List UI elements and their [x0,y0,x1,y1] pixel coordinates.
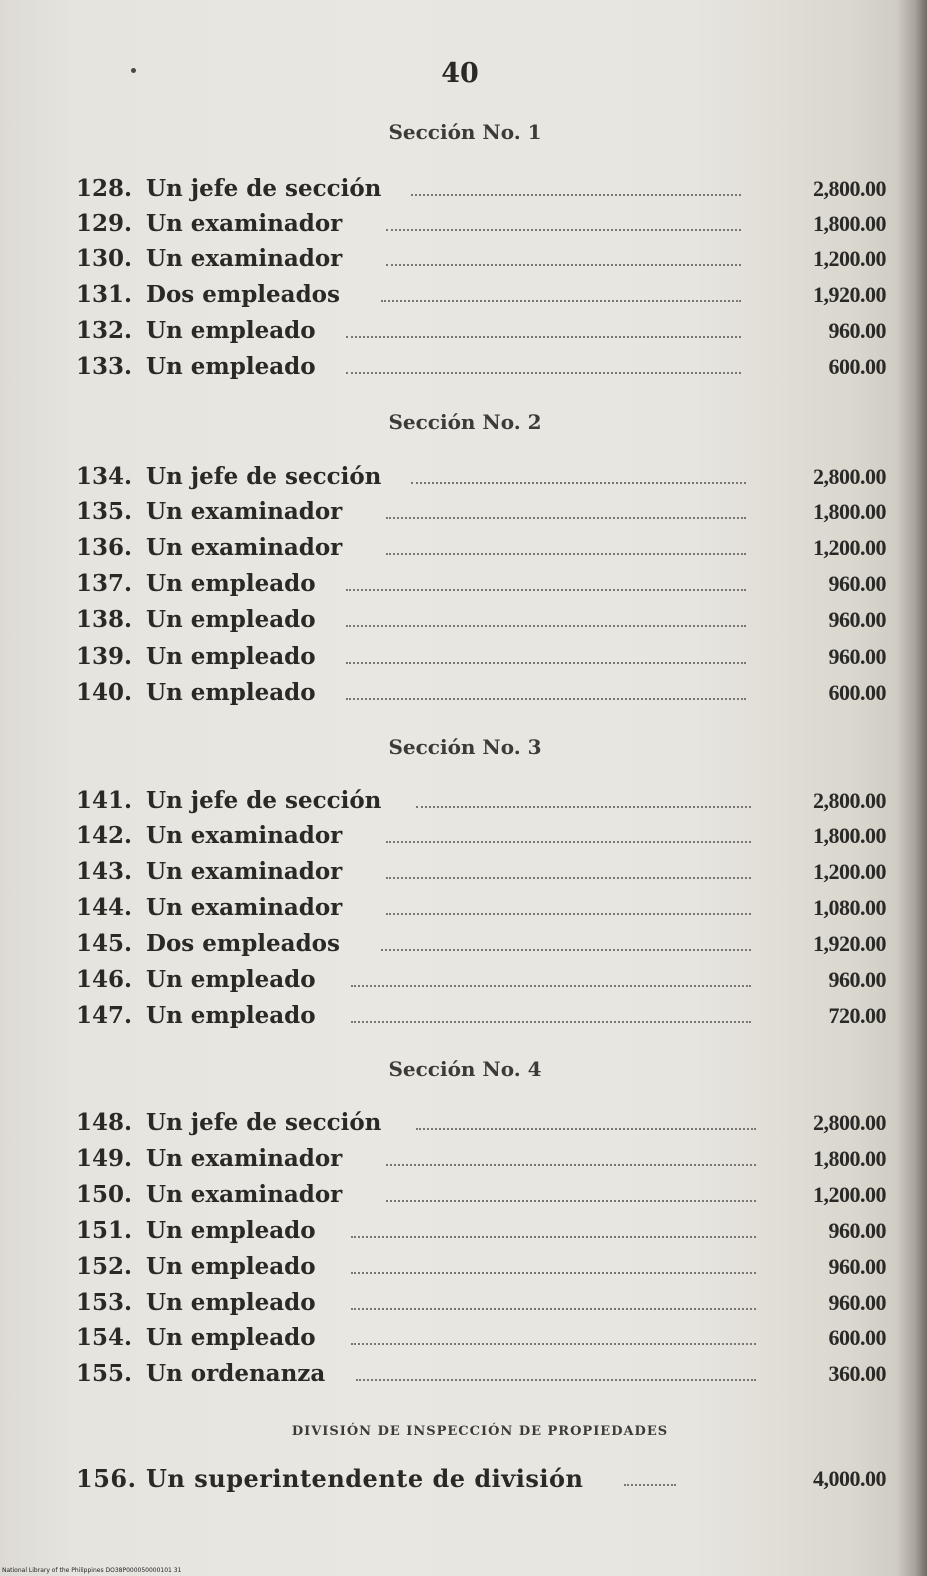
item-amount: 1,200.00 [813,246,886,271]
item-amount: 1,200.00 [813,535,886,560]
item-description: Un examinador [146,245,343,272]
list-item [76,278,886,312]
item-amount: 1,200.00 [813,1182,886,1207]
item-number: 137. [76,570,133,597]
item-description: Un empleado [146,1324,316,1351]
item-amount: 960.00 [828,644,886,669]
division-title: DIVISIÓN DE INSPECCIÓN DE PROPIEDADES [291,1424,669,1439]
dot-leader [356,1379,756,1381]
item-amount: 1,800.00 [813,211,886,236]
dot-leader [346,589,746,591]
item-amount: 960.00 [828,1218,886,1243]
item-amount: 360.00 [828,1361,886,1386]
item-amount: 960.00 [828,967,886,992]
item-description: Dos empleados [146,281,340,308]
item-description: Un empleado [146,317,316,344]
dot-leader [351,985,751,987]
item-description: Un empleado [146,1002,316,1029]
list-item [76,1142,886,1176]
item-amount: 960.00 [828,1254,886,1279]
item-number: 142. [76,822,133,849]
list-item [76,314,886,348]
item-description: Un jefe de sección [146,175,382,202]
item-description: Un empleado [146,1289,316,1316]
item-number: 139. [76,643,133,670]
item-amount: 1,800.00 [813,499,886,524]
item-amount: 960.00 [828,1290,886,1315]
list-item [76,640,886,674]
item-amount: 1,920.00 [813,931,886,956]
dot-leader [386,553,746,555]
item-amount: 960.00 [828,318,886,343]
item-description: Un examinador [146,1145,343,1172]
item-number: 153. [76,1289,133,1316]
item-number: 136. [76,534,133,561]
list-item [76,891,886,925]
list-item [76,1286,886,1320]
item-number: 145. [76,930,133,957]
item-amount: 1,800.00 [813,1146,886,1171]
dot-leader [386,1164,756,1166]
item-description: Un examinador [146,210,343,237]
item-number: 128. [76,175,133,202]
item-number: 156. [76,1464,137,1493]
dot-leader [381,300,741,302]
dot-leader [416,1128,756,1130]
list-item [76,350,886,384]
dot-leader [386,841,751,843]
item-number: 131. [76,281,133,308]
item-amount: 1,200.00 [813,859,886,884]
item-number: 141. [76,787,133,814]
item-description: Un examinador [146,894,343,921]
dot-leader [346,625,746,627]
item-description: Un ordenanza [146,1360,326,1387]
list-item [76,1321,886,1355]
list-item [76,495,886,529]
list-item [76,1106,886,1140]
list-item [76,1462,886,1496]
dot-leader [624,1484,676,1486]
item-description: Un examinador [146,822,343,849]
page-number: 40 [441,58,479,89]
item-amount: 2,800.00 [813,1110,886,1135]
item-amount: 2,800.00 [813,788,886,813]
section-title: Sección No. 2 [388,410,542,434]
item-number: 134. [76,463,133,490]
list-item [76,207,886,241]
list-item [76,242,886,276]
dot-leader [381,949,751,951]
list-item [76,603,886,637]
item-description: Un empleado [146,1217,316,1244]
item-amount: 4,000.00 [813,1466,886,1491]
dot-leader [411,482,746,484]
list-item [76,460,886,494]
item-number: 148. [76,1109,133,1136]
item-number: 143. [76,858,133,885]
item-amount: 1,800.00 [813,823,886,848]
list-item [76,963,886,997]
item-description: Un empleado [146,606,316,633]
item-number: 150. [76,1181,133,1208]
dot-leader [416,806,751,808]
list-item [76,531,886,565]
item-description: Un empleado [146,1253,316,1280]
item-description: Un superintendente de división [146,1464,584,1493]
list-item [76,927,886,961]
item-number: 140. [76,679,133,706]
item-amount: 600.00 [828,354,886,379]
item-description: Un empleado [146,570,316,597]
dot-leader [346,698,746,700]
dot-leader [386,229,741,231]
item-number: 132. [76,317,133,344]
list-item [76,676,886,710]
list-item [76,999,886,1033]
item-amount: 2,800.00 [813,464,886,489]
dot-leader [386,264,741,266]
dot-leader [351,1308,756,1310]
item-description: Dos empleados [146,930,340,957]
dot-leader [346,372,741,374]
section-title: Sección No. 4 [388,1057,542,1081]
item-description: Un jefe de sección [146,463,382,490]
list-item [76,1178,886,1212]
dot-leader [346,336,741,338]
item-amount: 2,800.00 [813,176,886,201]
list-item [76,784,886,818]
section-title: Sección No. 1 [388,120,542,144]
item-description: Un empleado [146,679,316,706]
item-description: Un examinador [146,498,343,525]
dot-leader [351,1272,756,1274]
item-amount: 1,920.00 [813,282,886,307]
dot-leader [386,517,746,519]
dot-leader [351,1021,751,1023]
list-item [76,1357,886,1391]
item-number: 135. [76,498,133,525]
dot-leader [386,1200,756,1202]
section-title: Sección No. 3 [388,735,542,759]
ink-dot-mark [131,68,136,73]
list-item [76,855,886,889]
item-number: 146. [76,966,133,993]
list-item [76,172,886,206]
dot-leader [346,662,746,664]
item-number: 155. [76,1360,133,1387]
item-description: Un empleado [146,643,316,670]
dot-leader [411,194,741,196]
item-number: 129. [76,210,133,237]
item-description: Un examinador [146,858,343,885]
item-number: 149. [76,1145,133,1172]
item-number: 138. [76,606,133,633]
item-description: Un empleado [146,353,316,380]
item-number: 133. [76,353,133,380]
dot-leader [386,877,751,879]
item-description: Un jefe de sección [146,1109,382,1136]
item-description: Un examinador [146,534,343,561]
item-description: Un jefe de sección [146,787,382,814]
list-item [76,1250,886,1284]
page-edge-shadow [897,0,927,1576]
item-number: 154. [76,1324,133,1351]
item-description: Un examinador [146,1181,343,1208]
item-amount: 1,080.00 [813,895,886,920]
item-amount: 600.00 [828,680,886,705]
dot-leader [386,913,751,915]
item-number: 152. [76,1253,133,1280]
list-item [76,819,886,853]
item-amount: 720.00 [828,1003,886,1028]
item-amount: 960.00 [828,571,886,596]
item-description: Un empleado [146,966,316,993]
item-amount: 600.00 [828,1325,886,1350]
item-number: 144. [76,894,133,921]
list-item [76,567,886,601]
item-number: 151. [76,1217,133,1244]
footer-note: National Library of the Philippines DO38P000050000101 31 [2,1567,182,1574]
item-number: 130. [76,245,133,272]
dot-leader [351,1236,756,1238]
dot-leader [351,1343,756,1345]
list-item [76,1214,886,1248]
item-number: 147. [76,1002,133,1029]
item-amount: 960.00 [828,607,886,632]
